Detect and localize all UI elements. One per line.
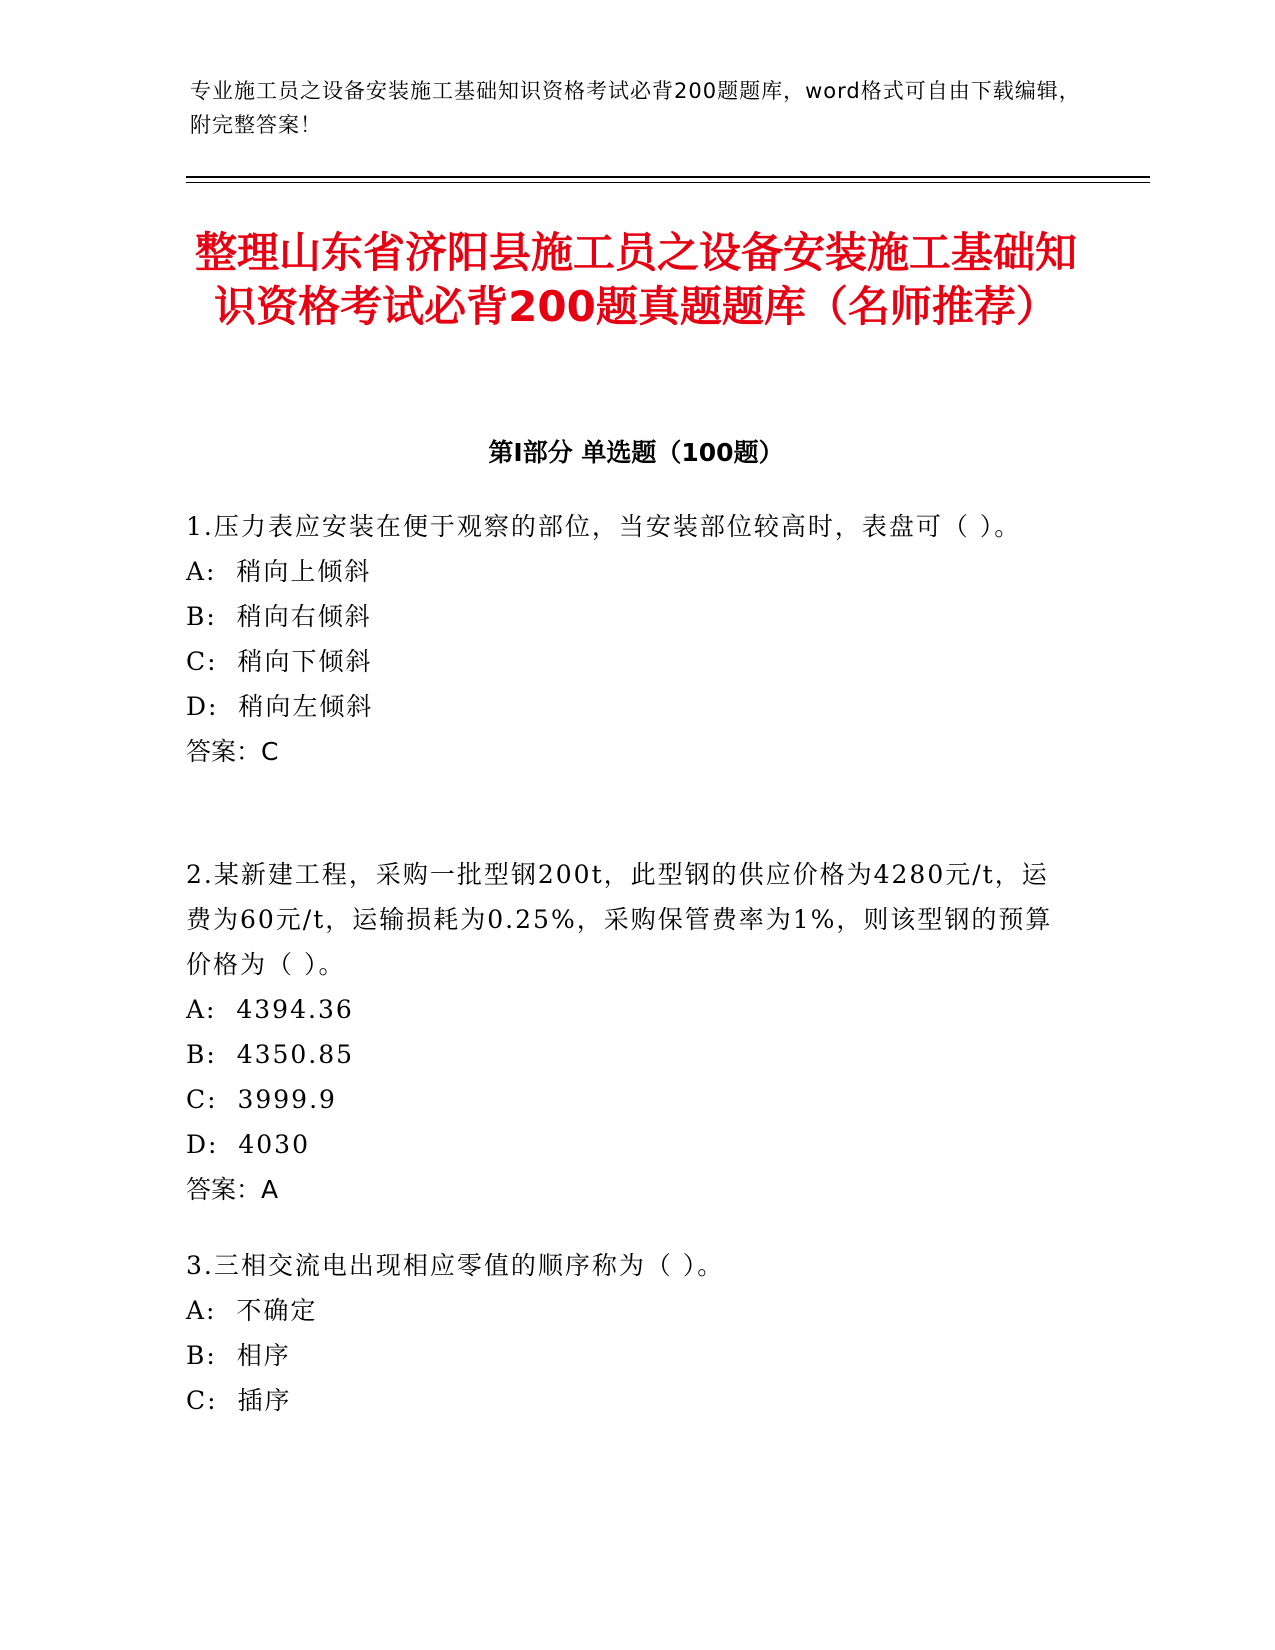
option-d: D: 稍向左倾斜 (186, 692, 374, 721)
option-c: C: 插序 (186, 1386, 292, 1415)
document-title: 整理山东省济阳县施工员之设备安装施工基础知识资格考试必背200题真题题库（名师推荐） (194, 228, 1077, 331)
option-a: A: 稍向上倾斜 (186, 557, 372, 586)
option-b: B: 4350.85 (186, 1040, 355, 1069)
option-c: C: 3999.9 (186, 1085, 337, 1114)
question-stem: 3.三相交流电出现相应零值的顺序称为（ ）。 (186, 1251, 725, 1280)
option-b: B: 相序 (186, 1341, 291, 1370)
question-1 (186, 504, 1066, 774)
question-stem: 2.某新建工程，采购一批型钢200t，此型钢的供应价格为4280元/t，运费为60元/t，运输损耗为0.25%，采购保管费率为1%，则该型钢的预算价格为（ ）。 (186, 860, 1053, 979)
header-divider-thin (186, 182, 1150, 183)
option-b: B: 稍向右倾斜 (186, 602, 372, 631)
answer: 答案：A (186, 1175, 279, 1204)
option-a: A: 4394.36 (186, 995, 354, 1024)
question-2 (186, 852, 1066, 1212)
option-a: A: 不确定 (186, 1296, 318, 1325)
header-note: 专业施工员之设备安装施工基础知识资格考试必背200题题库，word格式可自由下载编辑，附完整答案！ (190, 79, 1081, 137)
question-3 (186, 1243, 1066, 1423)
section-title: 第Ⅰ部分 单选题（100题） (488, 438, 784, 467)
header-divider (186, 176, 1150, 178)
answer: 答案：C (186, 737, 279, 766)
option-d: D: 4030 (186, 1130, 310, 1159)
question-stem: 1.压力表应安装在便于观察的部位，当安装部位较高时，表盘可（ ）。 (186, 512, 1022, 541)
option-c: C: 稍向下倾斜 (186, 647, 373, 676)
